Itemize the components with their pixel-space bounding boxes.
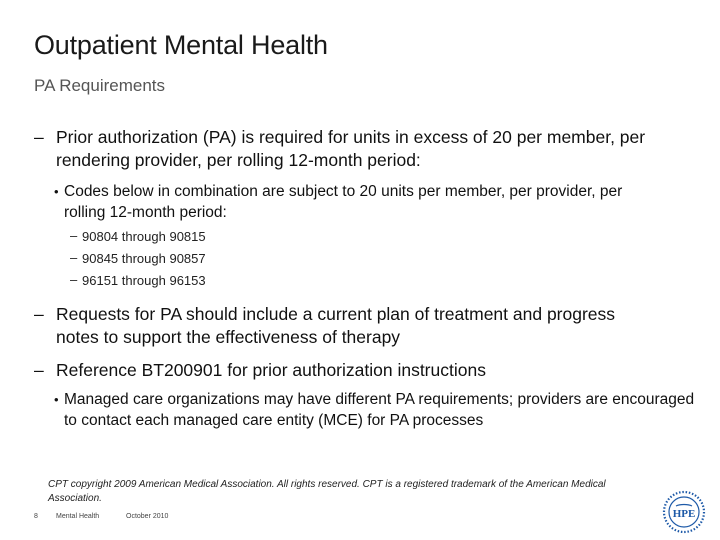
code-range-item: [70, 228, 206, 246]
code-range-text: 90804 through 90815: [82, 229, 206, 244]
subbullet-text: Codes below in combination are subject to 20 units per member, per provider, per rolling 12-month period:: [64, 183, 623, 221]
dot-marker: •: [54, 392, 59, 407]
bullet-reference: [34, 359, 676, 382]
dash-marker: –: [70, 250, 78, 265]
bullet-pa-required: [34, 126, 656, 172]
subbullet-text: Managed care organizations may have different PA requirements; providers are encouraged to contact each managed care entity (MCE) for PA processes: [64, 391, 695, 429]
code-range-text: 96151 through 96153: [82, 273, 206, 288]
dash-marker: –: [70, 272, 78, 287]
footer-date: October 2010: [126, 513, 169, 520]
dash-marker: –: [34, 360, 44, 380]
dash-marker: –: [34, 127, 44, 147]
bullet-text: Prior authorization (PA) is required for units in excess of 20 per member, per rendering provider, per rolling 12-month period:: [56, 127, 646, 170]
bullet-text: Reference BT200901 for prior authorization instructions: [56, 360, 486, 380]
code-range-item: [70, 250, 206, 268]
slide-subtitle: PA Requirements: [34, 76, 166, 95]
bullet-text: Requests for PA should include a current plan of treatment and progress notes to support the effectiveness of therapy: [56, 304, 616, 347]
logo-lettering: HPE: [672, 508, 696, 520]
subbullet-managed-care: [54, 389, 699, 431]
copyright-footnote: CPT copyright 2009 American Medical Association. All rights reserved. CPT is a registered trademark of the American Medical Association.: [48, 479, 606, 504]
footer-topic: Mental Health: [56, 513, 100, 520]
slide-title: Outpatient Mental Health: [34, 30, 328, 60]
code-range-item: [70, 272, 206, 290]
code-range-text: 90845 through 90857: [82, 251, 206, 266]
dot-marker: •: [54, 184, 59, 199]
dash-marker: –: [70, 228, 78, 243]
subbullet-codes: [54, 181, 664, 223]
agency-logo-icon: [662, 490, 706, 534]
page-number: 8: [34, 513, 38, 520]
bullet-requests: [34, 303, 656, 349]
dash-marker: –: [34, 304, 44, 324]
